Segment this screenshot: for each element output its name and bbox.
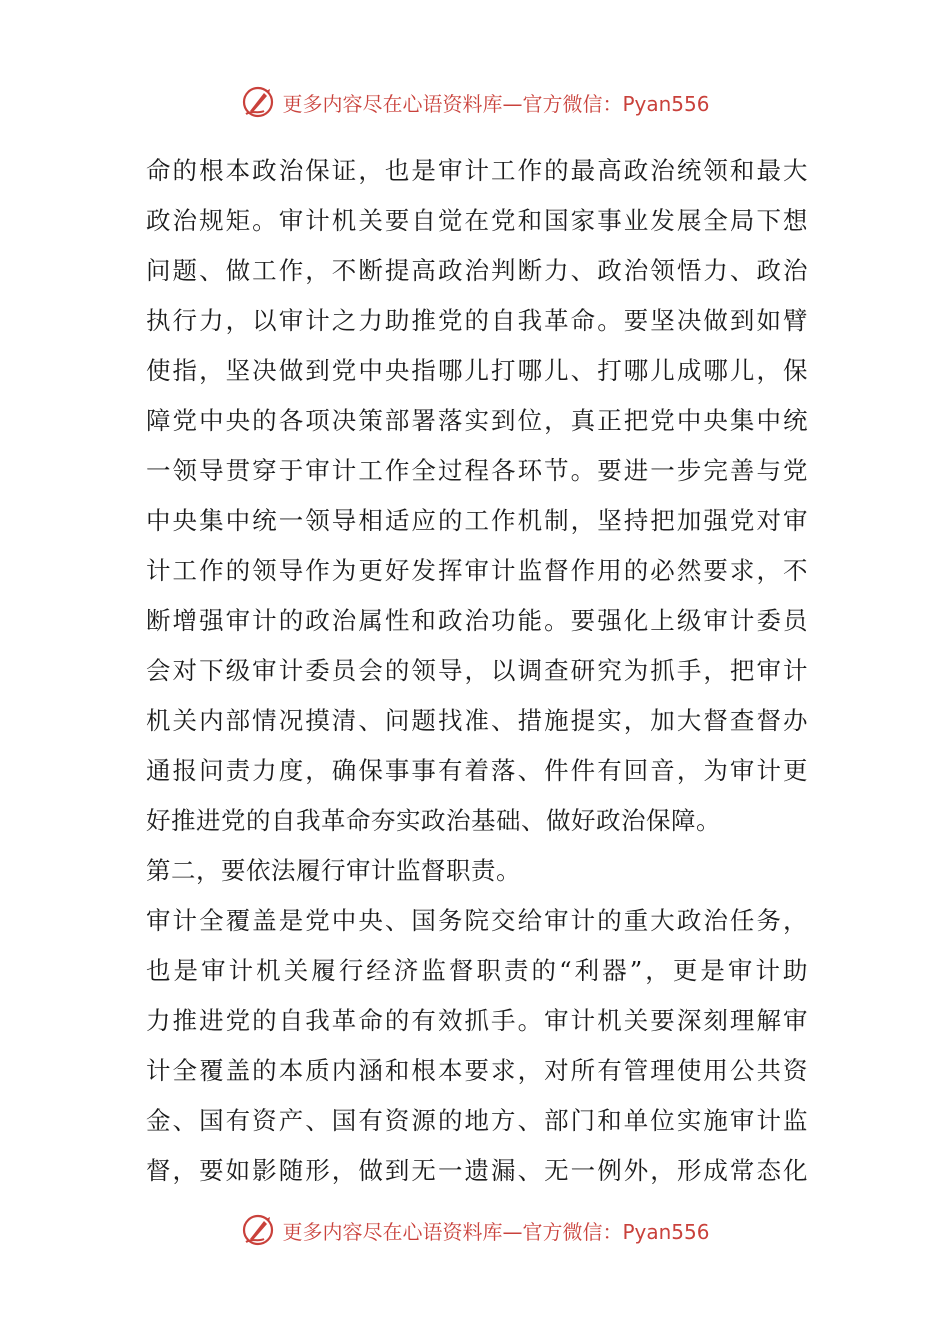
body-line: 金、国有资产、国有资源的地方、部门和单位实施审计监 bbox=[146, 1106, 808, 1135]
body-line: 计工作的领导作为更好发挥审计监督作用的必然要求，不 bbox=[146, 556, 808, 585]
footer-banner bbox=[0, 1208, 950, 1252]
section-heading: 第二，要依法履行审计监督职责。 bbox=[146, 856, 521, 885]
body-line: 计全覆盖的本质内涵和根本要求，对所有管理使用公共资 bbox=[146, 1056, 808, 1085]
body-line: 也是审计机关履行经济监督职责的“利器”，更是审计助 bbox=[146, 956, 808, 985]
body-line: 中央集中统一领导相适应的工作机制，坚持把加强党对审 bbox=[146, 506, 808, 535]
footer-banner-text bbox=[282, 1216, 709, 1245]
circular-quill-logo-icon bbox=[240, 1212, 276, 1248]
header-site-text: 更多内容尽在心语资料库 bbox=[282, 91, 503, 116]
footer-site-text: 更多内容尽在心语资料库 bbox=[282, 1219, 503, 1244]
body-line: 执行力，以审计之力助推党的自我革命。要坚决做到如臂 bbox=[146, 306, 808, 335]
circular-quill-logo-icon bbox=[240, 84, 276, 120]
body-line: 使指，坚决做到党中央指哪儿打哪儿、打哪儿成哪儿，保 bbox=[146, 356, 808, 385]
document-body bbox=[146, 146, 808, 1196]
body-line: 命的根本政治保证，也是审计工作的最高政治统领和最大 bbox=[146, 156, 808, 185]
body-line: 断增强审计的政治属性和政治功能。要强化上级审计委员 bbox=[146, 606, 808, 635]
body-line: 通报问责力度，确保事事有着落、件件有回音，为审计更 bbox=[146, 756, 808, 785]
body-line: 障党中央的各项决策部署落实到位，真正把党中央集中统 bbox=[146, 406, 808, 435]
body-line: 政治规矩。审计机关要自觉在党和国家事业发展全局下想 bbox=[146, 206, 808, 235]
body-line: 问题、做工作，不断提高政治判断力、政治领悟力、政治 bbox=[146, 256, 808, 285]
footer-contact-text: 官方微信：Pyan556 bbox=[522, 1219, 710, 1244]
body-line: 会对下级审计委员会的领导，以调查研究为抓手，把审计 bbox=[146, 656, 808, 685]
body-line: 好推进党的自我革命夯实政治基础、做好政治保障。 bbox=[146, 806, 721, 835]
body-line: 一领导贯穿于审计工作全过程各环节。要进一步完善与党 bbox=[146, 456, 808, 485]
body-line: 机关内部情况摸清、问题找准、措施提实，加大督查督办 bbox=[146, 706, 808, 735]
body-line: 审计全覆盖是党中央、国务院交给审计的重大政治任务， bbox=[146, 906, 808, 935]
body-line: 力推进党的自我革命的有效抓手。审计机关要深刻理解审 bbox=[146, 1006, 808, 1035]
header-banner-text bbox=[282, 88, 709, 117]
header-contact-text: 官方微信：Pyan556 bbox=[522, 91, 710, 116]
footer-separator: — bbox=[502, 1219, 523, 1244]
body-line: 督，要如影随形，做到无一遗漏、无一例外，形成常态化 bbox=[146, 1156, 808, 1185]
header-separator: — bbox=[502, 91, 523, 116]
header-banner bbox=[0, 80, 950, 124]
